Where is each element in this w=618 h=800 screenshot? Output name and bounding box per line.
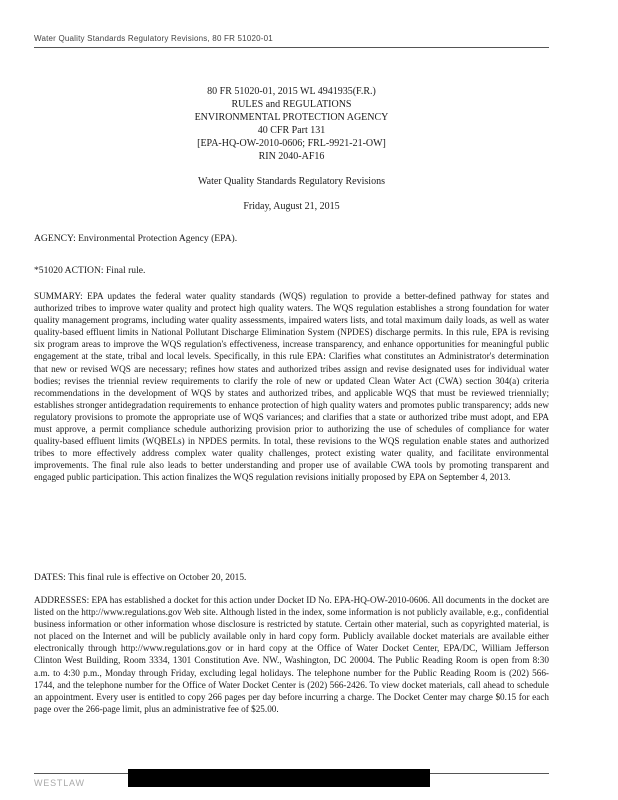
agency-heading: ENVIRONMENTAL PROTECTION AGENCY (194, 112, 389, 123)
running-header: Water Quality Standards Regulatory Revisions, 80 FR 51020-01 (34, 34, 549, 48)
section-heading: RULES and REGULATIONS (231, 99, 352, 110)
addresses-paragraph: ADDRESSES: EPA has established a docket for this action under Docket ID No. EPA-HQ-OW-2010-0606. All documents in the docket are listed on the http://www.regulations.gov Web site. Although listed in the index, some information is not publicly available, e.g., confidential business information or other information whose disclosure is restricted by statute. Certain other material, such as copyrighted material, is not placed on the Internet and will be publicly available only in hard copy form. Publicly available docket materials are available either electronically through http://www.regulations.gov or in hard copy at the Office of Water Docket Center, EPA/DC, William Jefferson Clinton West Building, Room 3334, 1301 Constitution Ave. NW., Washington, DC 20004. The Public Reading Room is open from 8:30 a.m. to 4:30 p.m., Monday through Friday, excluding legal holidays. The telephone number for the Public Reading Room is (202) 566-1744, and the telephone number for the Office of Water Docket Center is (202) 566-2426. To view docket materials, call ahead to schedule an appointment. Every user is entitled to copy 266 pages per day before incurring a charge. The Docket Center may charge $0.15 for each page over the 266-page limit, plus an administrative fee of $25.00. (34, 595, 549, 714)
rule-title: Water Quality Standards Regulatory Revisions (198, 176, 385, 187)
cfr-part: 40 CFR Part 131 (257, 125, 326, 136)
title-block (34, 85, 549, 213)
rin-number: RIN 2040-AF16 (258, 151, 325, 162)
publication-date: Friday, August 21, 2015 (243, 201, 340, 212)
summary-paragraph: SUMMARY: EPA updates the federal water quality standards (WQS) regulation to provide a better-defined pathway for states and authorized tribes to improve water quality and protect high quality waters. The WQS regulation establishes a strong foundation for water quality management programs, including water quality assessments, impaired waters lists, and total maximum daily loads, as well as water quality-based effluent limits in National Pollutant Discharge Elimination System (NPDES) discharge permits. In this rule, EPA is revising six program areas to improve the WQS regulation's effectiveness, increase transparency, and enhance opportunities for meaningful public engagement at the state, tribal and local levels. Specifically, in this rule EPA: Clarifies what constitutes an Administrator's determination that new or revised WQS are necessary; refines how states and authorized tribes assign and revise designated uses for individual water bodies; revises the triennial review requirements to clarify the role of new or updated Clean Water Act (CWA) section 304(a) criteria recommendations in the development of WQS by states and authorized tribes, and applicable WQS that must be reviewed triennially; establishes stronger antidegradation requirements to enhance protection of high quality waters and promotes public transparency; adds new regulatory provisions to promote the appropriate use of WQS variances; and clarifies that a state or authorized tribe must adopt, and EPA must approve, a permit compliance schedule authorizing provision prior to authorizing the use of schedules of compliance for water quality-based effluent limits (WQBELs) in NPDES permits. In total, these revisions to the WQS regulation enable states and authorized tribes to more effectively address complex water quality challenges, protect existing water quality, and facilitate environmental improvements. The final rule also leads to better understanding and proper use of available CWA tools by promoting transparent and engaged public participation. This action finalizes the WQS regulation revisions initially proposed by EPA on September 4, 2013. (34, 291, 549, 483)
dates-paragraph: DATES: This final rule is effective on October 20, 2015. (34, 573, 247, 583)
redaction-bar (128, 769, 430, 787)
action-paragraph: *51020 ACTION: Final rule. (34, 265, 146, 276)
citation: 80 FR 51020-01, 2015 WL 4941935(F.R.) (207, 86, 376, 97)
agency-paragraph: AGENCY: Environmental Protection Agency (EPA). (34, 233, 238, 244)
westlaw-logo: WESTLAW (34, 778, 85, 788)
docket-number: [EPA-HQ-OW-2010-0606; FRL-9921-21-OW] (197, 138, 386, 149)
